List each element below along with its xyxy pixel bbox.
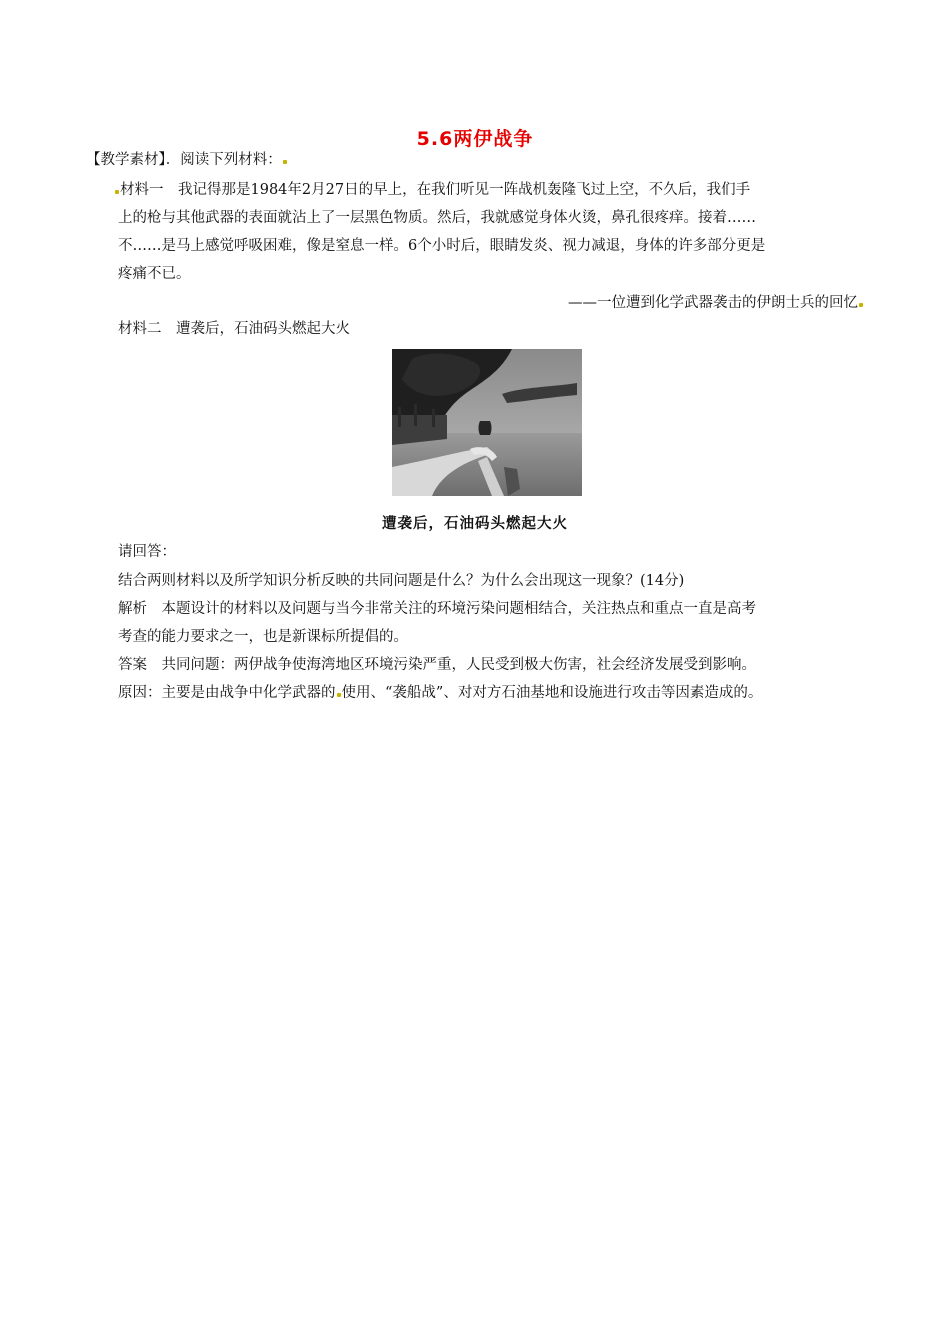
image-caption: 遭袭后，石油码头燃起大火 (382, 515, 568, 532)
intro-line (86, 150, 288, 170)
material1-line-4: 疼痛不已。 (118, 266, 191, 282)
marker-dot (283, 160, 287, 164)
intro-text: 【教学素材】．阅读下列材料： (86, 152, 282, 168)
source-text: ——一位遭到化学武器袭击的伊朗士兵的回忆 (568, 295, 858, 311)
material1-line-2: 上的枪与其他武器的表面就沾上了一层黑色物质。然后，我就感觉身体火烫，鼻孔很疼痒。接着…… (118, 210, 756, 226)
analysis-line-2: 考查的能力要求之一，也是新课标所提倡的。 (118, 629, 408, 645)
material2-heading: 材料二 遭袭后，石油码头燃起大火 (118, 321, 350, 337)
material1-line-1 (114, 180, 750, 200)
analysis-line-1: 解析 本题设计的材料以及问题与当今非常关注的环境污染问题相结合，关注热点和重点一直是高考 (118, 601, 756, 617)
material1-source (568, 293, 864, 313)
question-text: 结合两则材料以及所学知识分析反映的共同问题是什么？为什么会出现这一现象？(14分) (118, 573, 685, 589)
answer-prompt: 请回答： (118, 544, 176, 560)
answer-line-2 (118, 683, 762, 703)
document-title: 5.6两伊战争 (416, 128, 534, 150)
marker-dot (859, 303, 863, 307)
answer-line-2-part-1: 原因：主要是由战争中化学武器的 (118, 685, 336, 701)
oil-dock-fire-photo (392, 349, 582, 496)
answer-line-1: 答案 共同问题：两伊战争使海湾地区环境污染严重，人民受到极大伤害，社会经济发展受到影响。 (118, 657, 756, 673)
material1-text: 材料一 我记得那是1984年2月27日的早上，在我们听见一阵战机轰隆飞过上空，不久后，我们手 (120, 182, 751, 198)
marker-dot (115, 190, 119, 194)
marker-dot (337, 693, 341, 697)
answer-line-2-part-2: 使用、“袭船战”、对对方石油基地和设施进行攻击等因素造成的。 (341, 685, 763, 701)
material1-line-3: 不……是马上感觉呼吸困难，像是窒息一样。6个小时后，眼睛发炎、视力减退，身体的许多部分更是 (118, 238, 766, 254)
